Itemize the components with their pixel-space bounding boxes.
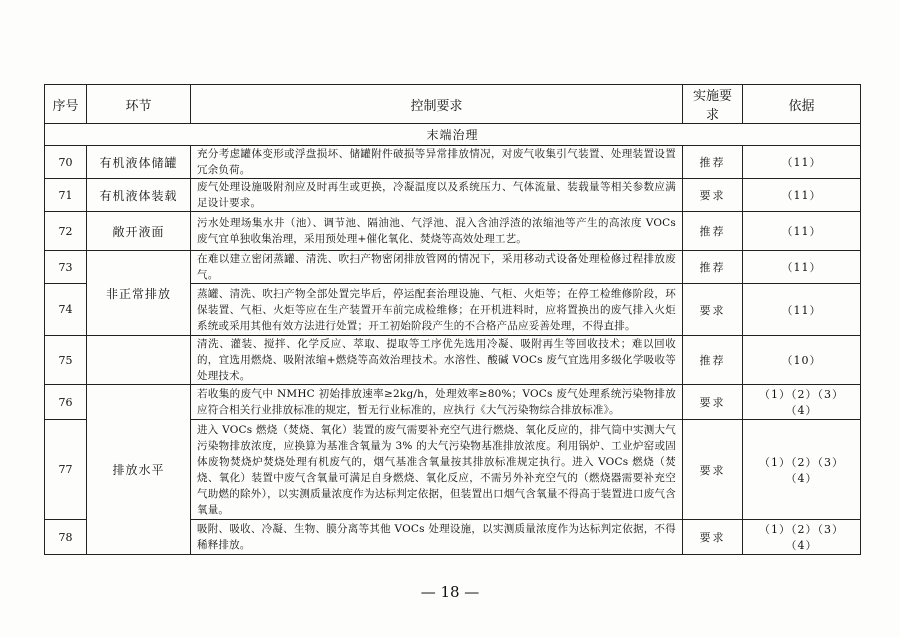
row-requirement: 清洗、灌装、搅拌、化学反应、萃取、提取等工序优先选用冷凝、吸附再生等回收技术；难以回收的，宜选用燃烧、吸附浓缩+燃烧等高效治理技术。水溶性、酸碱 VOCs 废气宜选用多级化学吸收等处理技术。: [191, 336, 683, 385]
table-row: [45, 251, 861, 284]
header-impl: 实施要求: [683, 85, 743, 124]
row-basis: （11）: [743, 146, 861, 179]
row-stage: 排放水平: [87, 385, 191, 555]
section-row: [45, 124, 861, 146]
table-row: [45, 146, 861, 179]
row-number: 74: [45, 284, 87, 336]
row-basis: （10）: [743, 336, 861, 385]
row-impl: 要求: [683, 420, 743, 520]
row-requirement: 废气处理设施吸附剂应及时再生或更换，冷凝温度以及系统压力、气体流量、装载量等相关参数应满足设计要求。: [191, 179, 683, 212]
row-requirement: 在难以建立密闭蒸罐、清洗、吹扫产物密闭排放管网的情况下，采用移动式设备处理检修过程排放废气。: [191, 251, 683, 284]
row-number: 76: [45, 385, 87, 420]
row-number: 72: [45, 212, 87, 251]
header-basis: 依据: [743, 85, 861, 124]
row-number: 71: [45, 179, 87, 212]
row-basis: （11）: [743, 179, 861, 212]
row-number: 78: [45, 520, 87, 555]
row-impl: 推荐: [683, 212, 743, 251]
table-row: [45, 385, 861, 420]
header-row: [45, 85, 861, 124]
row-basis: （1）（2）（3）（4）: [743, 420, 861, 520]
header-stage: 环节: [87, 85, 191, 124]
row-impl: 要求: [683, 179, 743, 212]
row-impl: 要求: [683, 284, 743, 336]
row-requirement: 蒸罐、清洗、吹扫产物全部处置完毕后，停运配套治理设施、气柜、火炬等；在停工检维修阶段，环保装置、气柜、火炬等应在生产装置开车前完成检维修；在开机进料时，应将置换出的废气排入火炬系统或采用其他有效方法进行处置；开工初始阶段产生的不合格产品应妥善处理，不得直排。: [191, 284, 683, 336]
regulation-table: [44, 84, 861, 555]
row-requirement: 若收集的废气中 NMHC 初始排放速率≥2kg/h，处理效率≥80%；VOCs 废气处理系统污染物排放应符合相关行业排放标准的规定，暂无行业标准的，应执行《大气污染物综合排放标准》。: [191, 385, 683, 420]
row-number: 73: [45, 251, 87, 284]
row-basis: （11）: [743, 251, 861, 284]
row-impl: 要求: [683, 520, 743, 555]
table-row: [45, 179, 861, 212]
row-requirement: 充分考虑罐体变形或浮盘损坏、储罐附件破损等异常排放情况，对废气收集引气装置、处理装置设置冗余负荷。: [191, 146, 683, 179]
row-number: 77: [45, 420, 87, 520]
row-basis: （1）（2）（3）（4）: [743, 385, 861, 420]
row-impl: 推荐: [683, 146, 743, 179]
row-stage: 有机液体储罐: [87, 146, 191, 179]
header-seq: 序号: [45, 85, 87, 124]
section-title: 末端治理: [45, 124, 861, 146]
row-impl: 要求: [683, 385, 743, 420]
row-stage: 非正常排放: [87, 251, 191, 336]
row-stage: 有机液体装载: [87, 179, 191, 212]
row-number: 75: [45, 336, 87, 385]
row-stage-empty: [87, 336, 191, 385]
row-basis: （11）: [743, 212, 861, 251]
table-row: [45, 212, 861, 251]
page-number: — 18 —: [420, 583, 480, 601]
row-requirement: 污水处理场集水井（池）、调节池、隔油池、气浮池、混入含油浮渣的浓缩池等产生的高浓度 VOCs 废气宜单独收集治理，采用预处理+催化氧化、焚烧等高效处理工艺。: [191, 212, 683, 251]
row-impl: 推荐: [683, 251, 743, 284]
row-number: 70: [45, 146, 87, 179]
row-requirement: 进入 VOCs 燃烧（焚烧、氧化）装置的废气需要补充空气进行燃烧、氧化反应的，排气筒中实测大气污染物排放浓度，应换算为基准含氧量为 3% 的大气污染物基准排放浓度。利用锅炉、工业炉窑或固体废物焚烧炉焚烧处理有机废气的，烟气基准含氧量按其排放标准规定执行。进入 VOCs 燃烧（焚烧、氧化）装置中废气含氧量可满足自身燃烧、氧化反应，不需另外补充空气的（燃烧器需要补充空气助燃的除外），以实测质量浓度作为达标判定依据，但装置出口烟气含氧量不得高于装置进口废气含氧量。: [191, 420, 683, 520]
row-impl: 推荐: [683, 336, 743, 385]
row-basis: （1）（2）（3）（4）: [743, 520, 861, 555]
header-control: 控制要求: [191, 85, 683, 124]
row-basis: （11）: [743, 284, 861, 336]
table-row: [45, 336, 861, 385]
row-requirement: 吸附、吸收、冷凝、生物、膜分离等其他 VOCs 处理设施，以实测质量浓度作为达标判定依据，不得稀释排放。: [191, 520, 683, 555]
row-stage: 敞开液面: [87, 212, 191, 251]
